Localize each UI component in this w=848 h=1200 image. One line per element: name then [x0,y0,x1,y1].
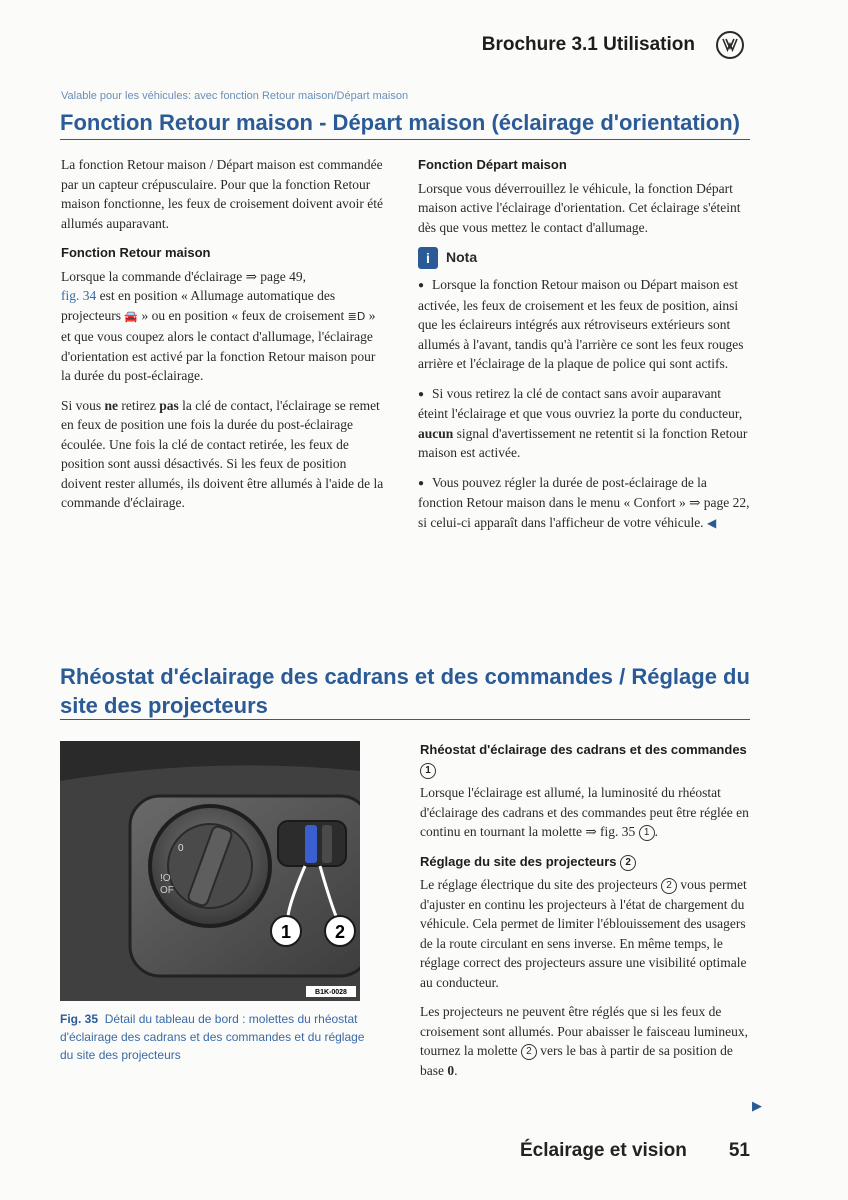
section-title-home-function: Fonction Retour maison - Départ maison (éclairage d'orientation) [60,110,740,135]
end-arrow-icon: ◀ [706,515,717,530]
dashboard-illustration [60,741,360,1001]
right-column [418,155,750,543]
low-beam-icon: ≣D [347,309,366,323]
intro-paragraph: La fonction Retour maison / Départ maison est commandée par un capteur crépusculaire. Pour que la fonction Retour maison fonctionne, les feux de croisement doivent avoir été allumés auparavant. [61,157,384,231]
marker-1: 1 [420,763,436,779]
auto-headlight-icon: 🚘 [124,310,139,323]
nota-bullet-3: ● Vous pouvez régler la durée de post-éclairage de la fonction Retour maison dans le menu « Confort » ⇒ page 22, si celui-ci apparaît dans l'afficheur de votre véhicule. ◀ [418,473,750,534]
site-heading: Réglage du site des projecteurs 2 [420,852,750,872]
rheostat-column [420,740,750,1090]
knob-label-zero: 0 [178,843,184,854]
callout-2: 2 [334,922,346,942]
knob-label-of: OF [160,885,174,896]
title-rule [60,139,750,140]
nota-bullet-2: ● Si vous retirez la clé de contact sans avoir auparavant éteint l'éclairage et que vous ouvriez la porte du conducteur, aucun signal d'avertissement ne retentit si la fonction Retour maison est activée. [418,384,750,463]
retour-paragraph-1: Lorsque la commande d'éclairage ⇒ page 49, fig. 34 est en position « Allumage automatique des projecteurs 🚘 » ou en position « feux de croisement ≣D » et que vous coupez alors le contact d'allumage, l'éclairage d'orientation est activé par la fonction Retour maison pour la durée du post-éclairage. [61,268,376,383]
figure-caption: Fig. 35 Détail du tableau de bord : molettes du rhéostat d'éclairage des cadrans et des commandes et du réglage du site des projecteurs [60,1012,365,1062]
site-paragraph-1: Le réglage électrique du site des projecteurs 2 vous permet d'ajuster en continu les projecteurs à l'état de chargement du véhicule. Cela permet de limiter l'éblouissement des usagers de la route circulant en sens inverse. En même temps, le réglage correct des projecteurs assure une visibilité optimale au conducteur. [420,877,747,990]
retour-paragraph-2: Si vous ne retirez pas la clé de contact, l'éclairage se remet en feux de position une fois la durée du post-éclairage écoulée. Une fois la clé de contact retirée, les feux de position sont aussi désactivés. Si les feux de position doivent rester allumés, ils doivent être allumés à l'aide de la commande d'éclairage. [61,397,384,510]
footer-section: Éclairage et vision [520,1140,687,1161]
page-number: 51 [728,1140,750,1161]
photo-code: B1K-0028 [315,989,347,996]
depart-heading: Fonction Départ maison [418,157,567,172]
knob-label-10: !O [160,873,171,884]
site-paragraph-2: Les projecteurs ne peuvent être réglés que si les feux de croisement sont allumés. Pour abaisser le faisceau lumineux, tournez la molette 2 vers le bas à partir de sa position de base 0. [420,1004,749,1078]
page-header-title: Brochure 3.1 Utilisation [481,34,695,55]
section-title-rheostat: Rhéostat d'éclairage des cadrans et des commandes / Réglage du site des projecteurs [60,664,750,718]
nota-label: Nota [446,249,478,266]
rheostat-heading: Rhéostat d'éclairage des cadrans et des commandes 1 [420,740,750,779]
depart-paragraph: Lorsque vous déverrouillez le véhicule, la fonction Départ maison active l'éclairage d'orientation. Cet éclairage s'éteint dès que vous mettez le contact d'allumage. [418,180,741,235]
dashboard-photo [60,741,360,1001]
left-column [61,155,386,523]
nota-bullet-1: ● Lorsque la fonction Retour maison ou Départ maison est activée, les feux de croisement et les feux de position, ainsi que les éclaireurs intégrés aux rétroviseurs extérieurs sont allumés à l'avant, tandis qu'à l'arrière ce sont les feux rouges arrière et l'éclairage de la plaque de police qui sont actifs. [418,275,750,374]
nota-header [418,247,750,269]
page-footer [520,1140,750,1162]
retour-heading: Fonction Retour maison [61,245,211,260]
info-icon: i [418,247,438,269]
vw-logo [716,31,744,59]
continue-arrow-icon: ▶ [752,1098,762,1113]
scope-note: Valable pour les véhicules: avec fonction Retour maison/Départ maison [61,90,409,102]
title-rule-2 [60,719,750,720]
rheostat-paragraph: Lorsque l'éclairage est allumé, la luminosité du rhéostat d'éclairage des cadrans et des commandes peut être réglée en continu en tournant la molette ⇒ fig. 35 1 . [420,785,749,839]
marker-2: 2 [620,855,636,871]
callout-1: 1 [280,922,292,942]
fig-link[interactable]: fig. 34 [61,288,97,303]
